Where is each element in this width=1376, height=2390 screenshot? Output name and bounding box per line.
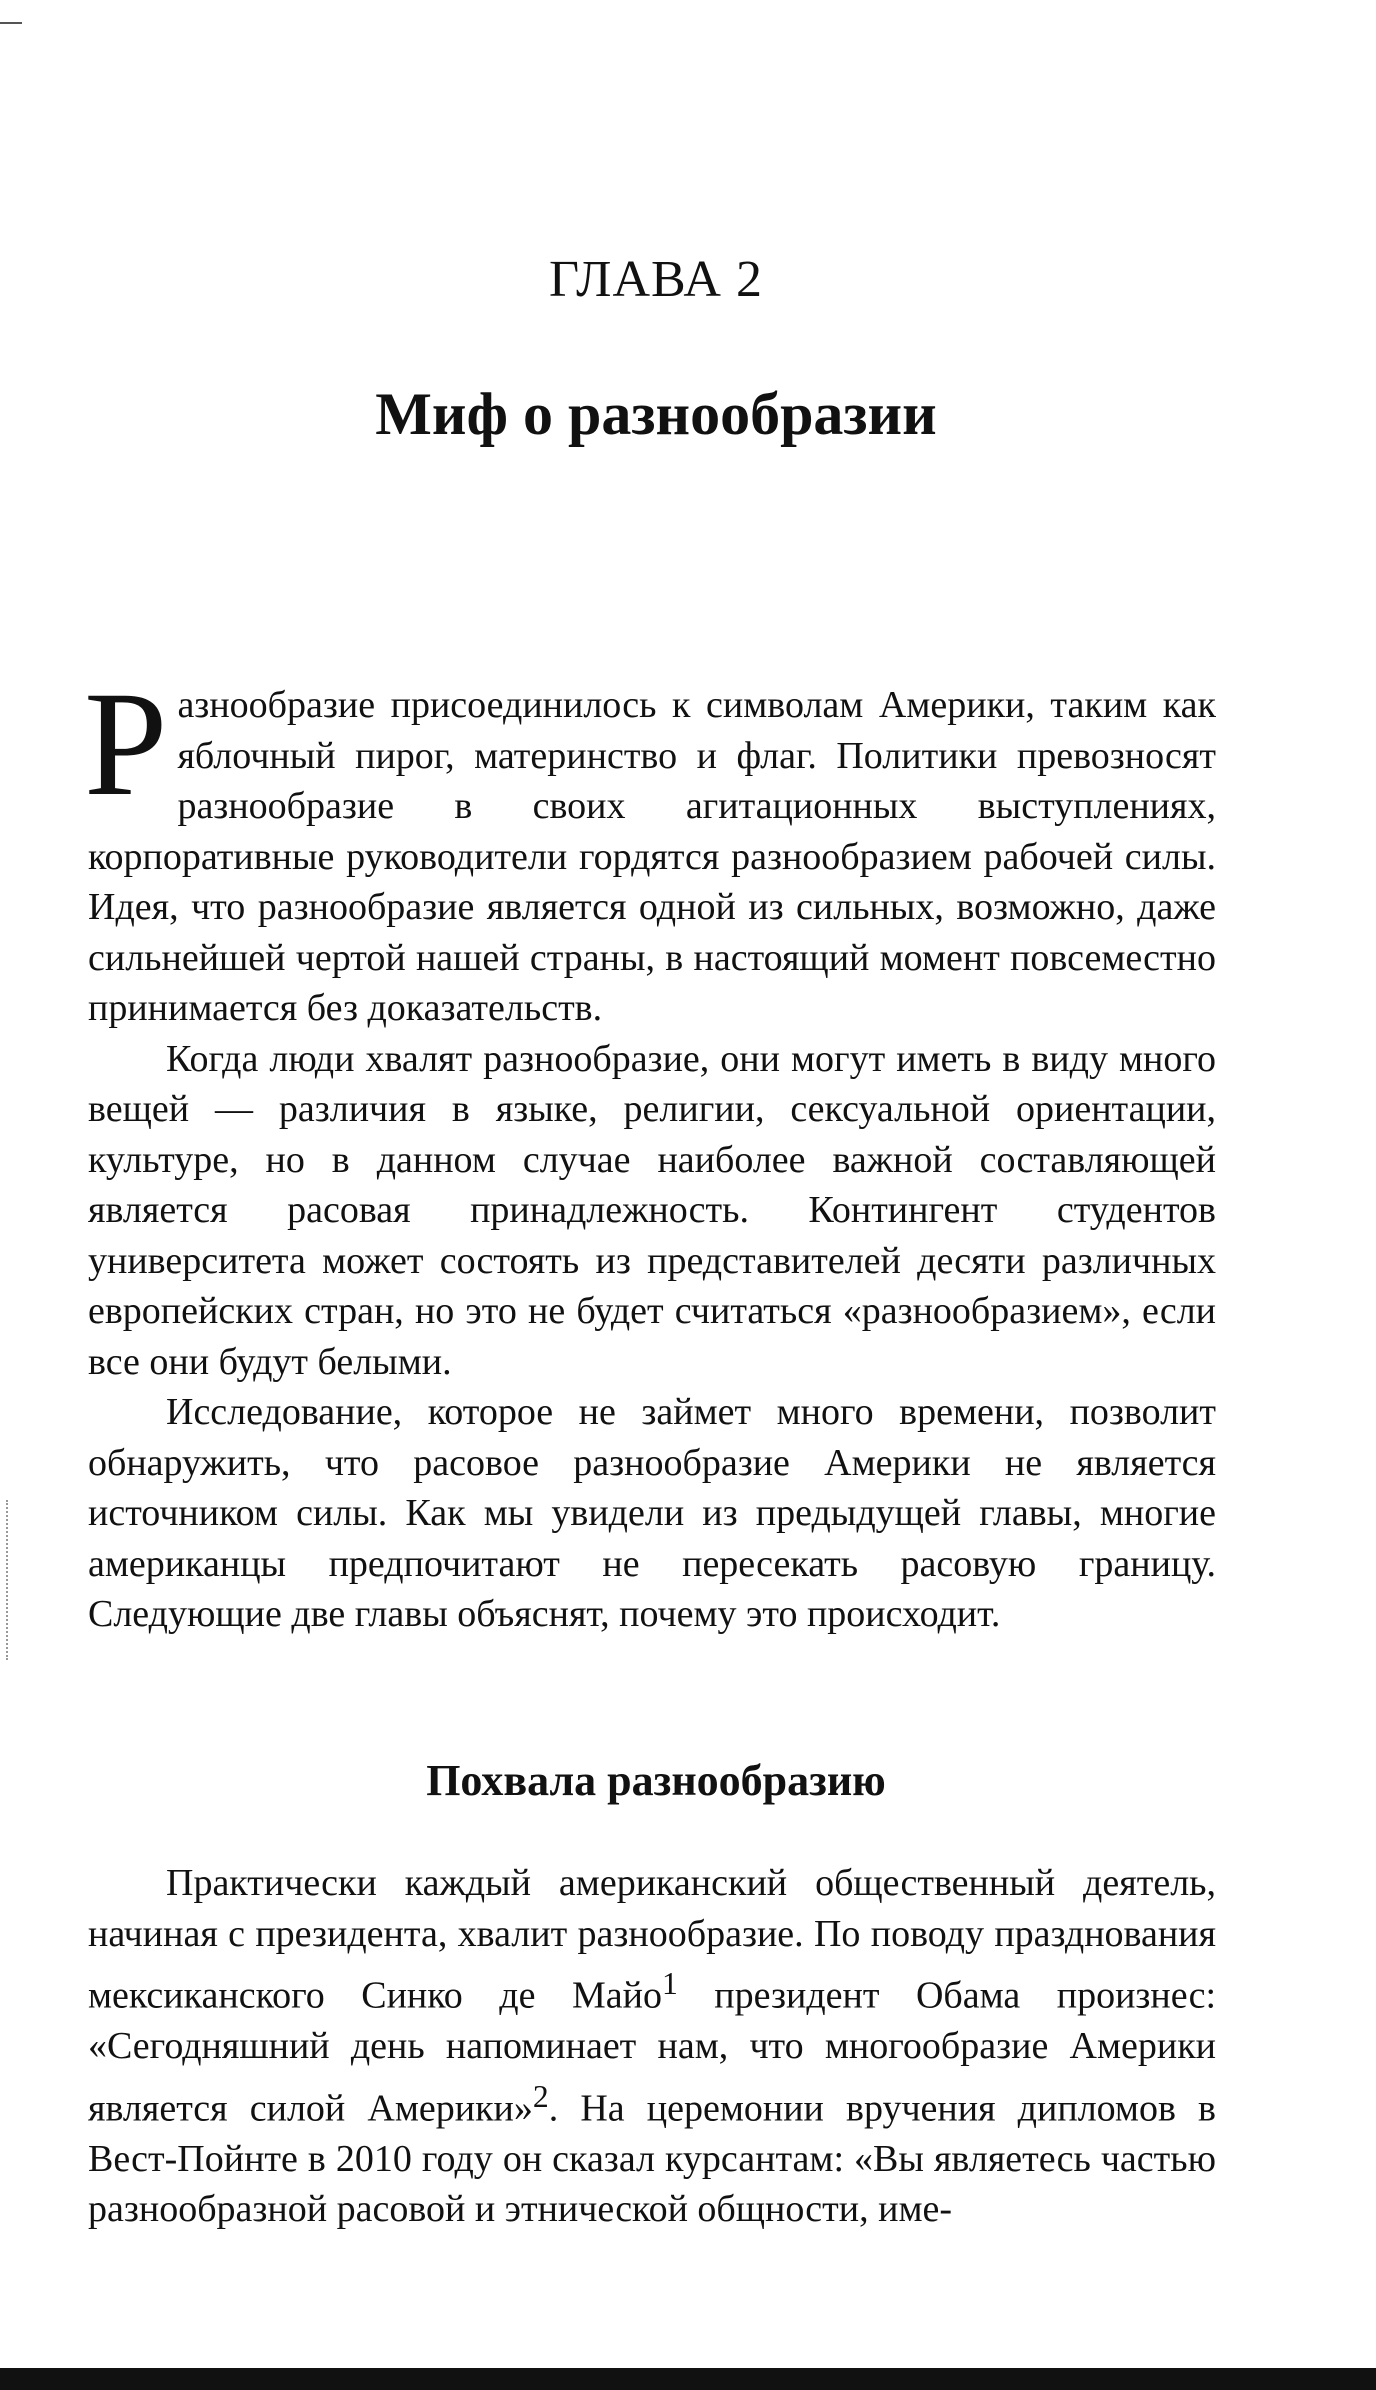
chapter-title: Миф о разнообразии	[375, 381, 937, 447]
section-text	[88, 1858, 1216, 2235]
intro-paragraph-1-text: азнообразие присоединилось к символам Америки, таким как яблочный пирог, материнство и флаг. Политики превозносят разнообразие в своих агитационных выступлениях, корпоративные руководители гордятся разнообразием рабочей силы. Идея, что разнообразие является одной из сильных, возможно, даже сильнейшей чертой нашей страны, в настоящий момент повсеместно принимается без доказательств.	[88, 684, 1216, 1029]
section-paragraph-1	[88, 1858, 1216, 2235]
section-heading: Похвала разнообразию	[426, 1756, 886, 1805]
footnote-ref-2: 2	[532, 2078, 549, 2114]
footnote-ref-1: 1	[661, 1966, 678, 2001]
intro-paragraph-3: Исследование, которое не займет много времени, позволит обнаружить, что расовое разнообразие Америки не является источником силы. Как мы увидели из предыдущей главы, многие американцы предпочитают не пересекать расовую границу. Следующие две главы объяснят, почему это происходит.	[88, 1391, 1216, 1635]
intro-paragraph-2: Когда люди хвалят разнообразие, они могут иметь в виду много вещей — различия в языке, религии, сексуальной ориентации, культуре, но в данном случае наиболее важной составляющей является расовая принадлежность. Контингент студентов университета может состоять из представителей десяти различных европейских стран, но это не будет считаться «разнообразием», если все они будут белыми.	[88, 1037, 1216, 1383]
section-paragraph-1-part-a: Практически каждый американский общественный деятель, начиная с президента, хвалит разнообразие. По поводу празднования мексиканского Синко де Майо	[88, 1862, 1216, 2017]
intro-paragraph-1	[84, 661, 1216, 1034]
drop-cap: Р	[84, 661, 168, 827]
section-paragraph-1-part-c: . На церемонии вручения дипломов в Вест-Пойнте в 2010 году он сказал курсантам: «Вы являетесь частью разнообразной расовой и этнической общности, име-	[88, 2087, 1216, 2231]
chapter-label: ГЛАВА 2	[549, 251, 763, 308]
section-paragraph-1-part-b: президент Обама произнес: «Сегодняшний день напоминает нам, что многообразие Америки является силой Америки»	[88, 1974, 1216, 2130]
scan-corner-mark	[0, 22, 22, 24]
intro-text	[84, 661, 1216, 1640]
scan-bottom-edge	[0, 2368, 1376, 2390]
scan-margin-artifact	[6, 1500, 10, 1660]
